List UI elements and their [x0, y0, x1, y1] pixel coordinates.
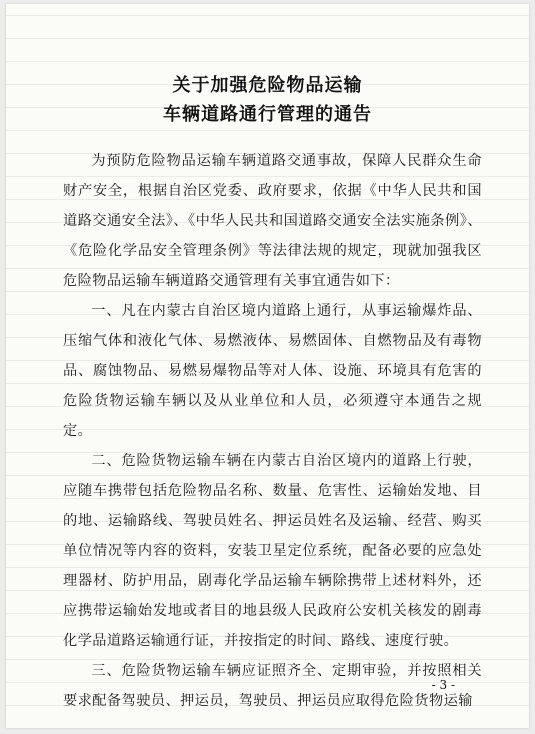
paragraph-article-1: 一、凡在内蒙古自治区境内道路上通行，从事运输爆炸品、压缩气体和液化气体、易燃液体、易燃固体、自燃物品及有毒物品、腐蚀物品、易燃易爆物品等对人体、设施、环境具有危害的危险货物运输车辆以及从业单位和人员，必须遵守本通告之规定。	[63, 303, 482, 439]
paragraph-intro: 为预防危险物品运输车辆道路交通事故，保障人民群众生命财产安全，根据自治区党委、政府要求，依据《中华人民共和国道路交通安全法》、《中华人民共和国道路交通安全法实施条例》、《危险化学品安全管理条例》等法律法规的规定，现就加强我区危险物品运输车辆道路交通管理有关事宜通告如下：	[63, 153, 482, 289]
document-page	[6, 4, 529, 728]
paragraph-article-2: 二、危险货物运输车辆在内蒙古自治区境内的道路上行驶，应随车携带包括危险物品名称、数量、危害性、运输始发地、目的地、运输路线、驾驶员姓名、押运员姓名及运输、经营、购买单位情况等内容的资料，安装卫星定位系统，配备必要的应急处理器材、防护用品，剧毒化学品运输车辆除携带上述材料外，还应携带运输始发地或者目的地县级人民政府公安机关核发的剧毒化学品道路运输通行证，并按指定的时间、路线、速度行驶。	[63, 453, 482, 649]
document-title-line-2: 车辆道路通行管理的通告	[163, 104, 372, 125]
document-title-line-1: 关于加强危险物品运输	[172, 75, 363, 96]
paragraph-article-3: 三、危险货物运输车辆应证照齐全、定期审验，并按照相关要求配备驾驶员、押运员，驾驶员、押运员应取得危险货物运输	[63, 663, 482, 709]
page-number: - 3 -	[431, 678, 455, 692]
document-body	[63, 146, 482, 716]
